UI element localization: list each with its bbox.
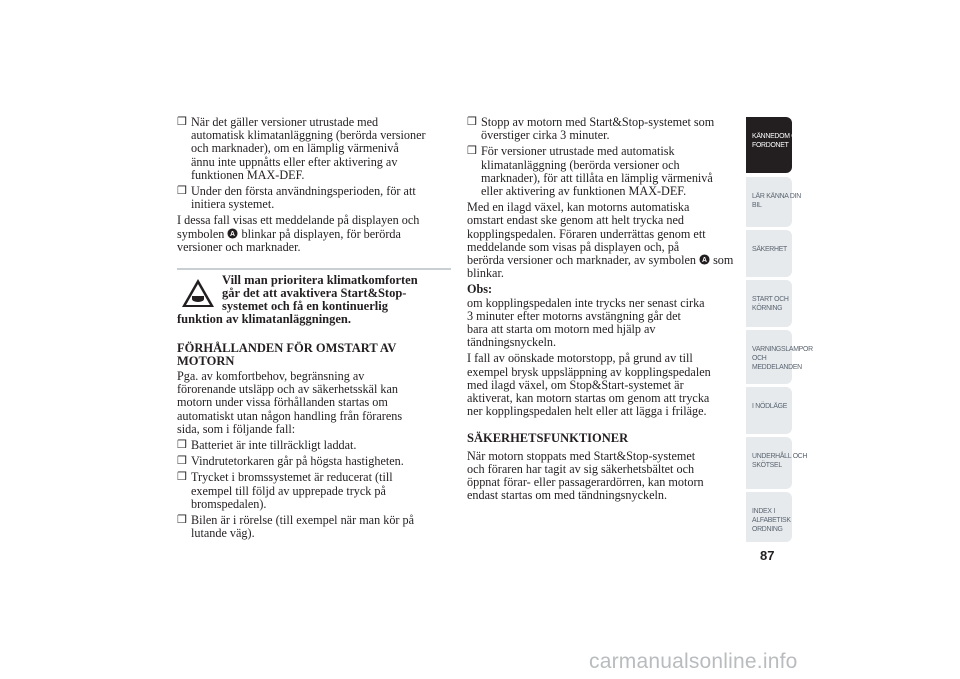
- left-column: [177, 116, 451, 543]
- chapter-tab-label: KÄNNEDOM OM: [752, 131, 802, 140]
- text-line: initiera systemet.: [191, 197, 275, 212]
- paragraph-safety: [467, 450, 743, 503]
- text-line: exempel brysk uppsläppning av kopplingspedalen: [467, 364, 711, 379]
- text-line: kopplingspedalen. Föraren underrättas genom ett: [467, 226, 706, 241]
- bullet-item: [467, 145, 743, 198]
- text-line: tändningsnyckeln.: [467, 335, 557, 350]
- chapter-tab[interactable]: [746, 330, 813, 384]
- text-line: aktiverat, kan motorn startas om genom att trycka: [467, 391, 710, 406]
- text-line: öppnat förar- eller passagerardörren, kan motorn: [467, 475, 704, 490]
- bullet-box-icon: ❒: [467, 145, 477, 158]
- text-line: endast startas om med tändningsnyckeln.: [467, 488, 668, 503]
- chapter-tab-label: MEDDELANDEN: [752, 362, 802, 371]
- bullet-box-icon: ❒: [467, 116, 477, 128]
- text-line: omstart endast ske genom att helt trycka ned: [467, 213, 684, 228]
- text-line: ner kopplingspedalen helt eller att lägga i friläge.: [467, 404, 707, 419]
- text-line: meddelande som visas på displayen och, på: [467, 239, 680, 254]
- text-line: När det gäller versioner utrustade med: [191, 115, 379, 129]
- paragraph-restart-intro: [177, 370, 451, 436]
- text-line: eller aktivering av funktionen MAX-DEF.: [481, 184, 687, 199]
- chapter-tab-label: ORDNING: [752, 524, 783, 533]
- text-line: motorn under vissa förhållanden startas om: [177, 395, 388, 410]
- paragraph-display-message: I dessa fall visas ett meddelande på displayen och symbolen A blinkar på displayen, för berörda versioner och marknader.: [177, 213, 420, 254]
- text-line: om kopplingspedalen inte trycks ner senast cirka: [467, 295, 705, 310]
- chapter-tab[interactable]: [746, 387, 792, 434]
- bullet-box-icon: ❒: [177, 471, 187, 484]
- chapter-tab-label: OCH: [752, 353, 767, 362]
- text-line: ännu inte uppnåtts eller efter aktivering av: [191, 154, 398, 169]
- start-stop-icon: [699, 254, 710, 265]
- text-line: Trycket i bromssystemet är reducerat (till: [191, 470, 393, 485]
- warning-icon: [181, 278, 215, 308]
- text-line: 3 minuter efter motorns avstängning går det: [467, 308, 681, 323]
- svg-text:A: A: [702, 256, 707, 264]
- chapter-tab-label: FORDONET: [752, 140, 789, 149]
- start-stop-icon: [227, 228, 238, 239]
- bullet-item: [177, 514, 451, 540]
- bullet-list-conditions-cont: [467, 116, 743, 198]
- paragraph-obs: [467, 297, 743, 350]
- text-line: Batteriet är inte tillräckligt laddat.: [191, 438, 357, 453]
- chapter-tab-label: UNDERHÅLL OCH: [752, 451, 808, 460]
- text-line: Med en ilagd växel, kan motorns automatiska: [467, 200, 690, 215]
- bullet-item: [177, 439, 451, 452]
- text-line: Bilen är i rörelse (till exempel när man kör på: [191, 513, 415, 528]
- obs-label: Obs:: [467, 282, 493, 297]
- text-line: Pga. av komfortbehov, begränsning av: [177, 369, 365, 384]
- text-line: Under den första användningsperioden, för att: [191, 184, 416, 199]
- text-line: funktionen MAX-DEF.: [191, 167, 305, 182]
- text-line: överstiger cirka 3 minuter.: [481, 128, 610, 143]
- chapter-tab-label: VARNINGSLAMPOR: [752, 344, 813, 353]
- bullet-item: [467, 116, 743, 142]
- chapter-tab-label: INDEX I: [752, 506, 775, 515]
- text-line: Stopp av motorn med Start&Stop-systemet som: [481, 115, 715, 129]
- bullet-list-conditions: [177, 116, 451, 211]
- chapter-tab-label: SÄKERHET: [752, 244, 787, 253]
- chapter-tab[interactable]: [746, 437, 808, 489]
- text-line: Vindrutetorkaren går på högsta hastigheten.: [191, 454, 404, 469]
- text-line: och marknader), om en lämplig värmenivå: [191, 141, 399, 156]
- chapter-tab-label: KÖRNING: [752, 303, 783, 312]
- text-line: marknader), för att tillåta en lämplig värmenivå: [481, 170, 713, 185]
- text-line: exempel till följd av upprepade tryck på: [191, 483, 386, 498]
- heading-safety-functions: SÄKERHETSFUNKTIONER: [467, 431, 629, 446]
- text-line: förorenande utsläpp och av säkerhetsskäl kan: [177, 382, 398, 397]
- bullet-box-icon: ❒: [177, 185, 187, 198]
- text-line: När motorn stoppats med Start&Stop-systemet: [467, 448, 696, 463]
- text-line: bromspedalen).: [191, 496, 267, 511]
- warning-block: [177, 268, 451, 326]
- chapter-tab[interactable]: [746, 280, 792, 327]
- chapter-tab[interactable]: [746, 177, 801, 227]
- chapter-tab-label: LÄR KÄNNA DIN: [752, 191, 801, 200]
- text-line: bara att starta om motorn med hjälp av: [467, 322, 656, 337]
- chapter-tab[interactable]: [746, 230, 792, 277]
- paragraph-unwanted-stop: [467, 352, 743, 418]
- chapter-tab-label: I NÖDLÄGE: [752, 401, 788, 410]
- chapter-tab[interactable]: [746, 117, 802, 173]
- chapter-tab-label: BIL: [752, 200, 762, 209]
- text-line: För versioner utrustade med automatisk: [481, 144, 675, 159]
- text-line: och föraren har tagit av sig säkerhetsbältet och: [467, 461, 695, 476]
- footer-watermark: carmanualsonline.info: [589, 650, 798, 673]
- bullet-item: [177, 471, 451, 511]
- bullet-box-icon: ❒: [177, 455, 187, 468]
- text-line: berörda versioner och marknader, av symbolen: [467, 253, 696, 268]
- paragraph-gear-engaged: Med en ilagd växel, kan motorns automatiska omstart endast ske genom att helt trycka ned kopplingspedalen. Föraren underrättas genom ett meddelande som visas på displayen och, på berörda versioner och marknader, av symbolen A som blinkar.: [467, 200, 734, 281]
- chapter-tab[interactable]: [746, 492, 792, 542]
- text-line: systemet och få en kontinuerlig: [222, 299, 388, 314]
- text-line: automatiskt utan någon handling från förarens: [177, 408, 403, 423]
- text-line: går det att avaktivera Start&Stop-: [222, 286, 407, 301]
- bullet-item: [177, 455, 451, 468]
- text-line: I fall av oönskade motorstopp, på grund av till: [467, 351, 693, 366]
- bullet-list-restart-cases: [177, 439, 451, 540]
- text-line: sida, som i följande fall:: [177, 421, 296, 436]
- text-line: klimatanläggning (berörda versioner och: [481, 157, 680, 172]
- warning-text: Vill man prioritera klimatkomforten går det att avaktivera Start&Stop- systemet och få en kontinuerlig funktion av klimatanläggningen.: [177, 273, 418, 327]
- bullet-box-icon: ❒: [177, 116, 187, 128]
- text-line: med ilagd växel, om Stop&Start-systemet är: [467, 377, 684, 392]
- heading-restart-conditions: FÖRHÅLLANDEN FÖR OMSTART AV MOTORN: [177, 341, 397, 369]
- bullet-box-icon: ❒: [177, 514, 187, 527]
- text-line: lutande väg).: [191, 526, 255, 541]
- text-line: Vill man prioritera klimatkomforten: [222, 273, 418, 288]
- chapter-tab-label: START OCH: [752, 294, 789, 303]
- bullet-item: [177, 185, 451, 211]
- text-line: automatisk klimatanläggning (berörda versioner: [191, 128, 426, 143]
- svg-text:A: A: [230, 230, 236, 238]
- page-number: 87: [760, 548, 775, 563]
- bullet-box-icon: ❒: [177, 439, 187, 452]
- chapter-tab-label: SKÖTSEL: [752, 460, 782, 469]
- right-column: [467, 116, 743, 505]
- chapter-tab-label: ALFABETISK: [752, 515, 791, 524]
- bullet-item: [177, 116, 451, 182]
